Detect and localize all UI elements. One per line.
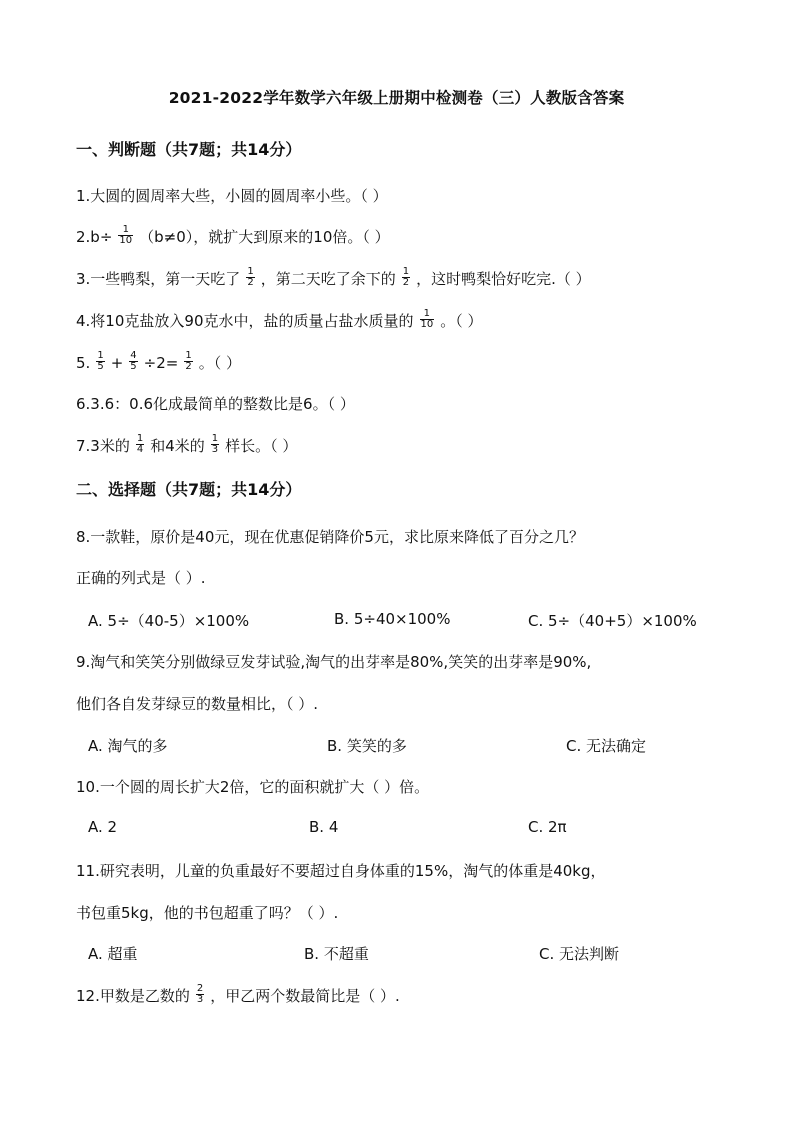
denominator: 5 [97, 361, 104, 372]
numerator: 1 [97, 350, 104, 361]
question-3-text-b: ，第二天吃了余下的 [260, 270, 396, 288]
question-4-text-b: 。（ ） [440, 312, 483, 330]
question-2-text-b: （b≠0），就扩大到原来的10倍。（ ） [139, 228, 390, 246]
fraction [246, 267, 254, 288]
question-6: 6.3.6：0.6化成最简单的整数比是6。（ ） [76, 395, 355, 413]
question-7-text-a: 7.3米的 [76, 437, 130, 455]
denominator: 3 [211, 444, 219, 455]
question-8-option-b: B. 5÷40×100% [334, 610, 451, 628]
denominator: 3 [196, 994, 204, 1005]
numerator: 1 [420, 309, 435, 320]
question-7-text-c: 样长。（ ） [225, 437, 298, 455]
question-8-line-2: 正确的列式是（ ）. [76, 569, 206, 587]
numerator: 4 [130, 350, 137, 361]
denominator: 10 [420, 319, 434, 330]
question-2-text-a: 2.b÷ [76, 228, 113, 246]
numerator: 1 [211, 433, 219, 444]
page-title: 2021-2022学年数学六年级上册期中检测卷（三）人教版含答案 [168, 89, 625, 107]
fraction [129, 351, 137, 372]
question-5-text-a: 5. [76, 354, 91, 372]
fraction [96, 351, 104, 372]
question-5-text-b: + [110, 354, 124, 372]
question-5 [76, 352, 241, 374]
question-3 [76, 268, 591, 290]
question-7-text-b: 和4米的 [150, 437, 205, 455]
question-4-text-a: 4.将10克盐放入90克水中，盐的质量占盐水质量的 [76, 312, 414, 330]
question-5-text-d: 。（ ） [198, 354, 241, 372]
section-heading-multiple-choice: 二、选择题（共7题；共14分） [76, 480, 302, 499]
numerator: 2 [196, 983, 204, 994]
question-9-option-a: A. 淘气的多 [88, 737, 168, 755]
question-11-option-c: C. 无法判断 [539, 945, 620, 963]
question-4 [76, 310, 483, 332]
question-12 [76, 985, 400, 1007]
question-11-line-2: 书包重5kg，他的书包超重了吗？（ ）. [76, 904, 339, 922]
question-9-option-c: C. 无法确定 [566, 737, 647, 755]
question-2 [76, 226, 390, 248]
question-12-text-b: ，甲乙两个数最简比是（ ）. [210, 987, 400, 1005]
question-7 [76, 435, 297, 457]
question-11-option-a: A. 超重 [88, 945, 138, 963]
denominator: 2 [247, 277, 254, 288]
numerator: 1 [136, 433, 144, 444]
question-10-option-b: B. 4 [309, 818, 339, 836]
question-8-option-c: C. 5÷（40+5）×100% [528, 612, 697, 630]
fraction [402, 267, 410, 288]
question-11-line-1: 11.研究表明，儿童的负重最好不要超过自身体重的15%，淘气的体重是40kg， [76, 862, 606, 880]
denominator: 4 [136, 444, 144, 455]
question-1: 1.大圆的圆周率大些，小圆的圆周率小些。（ ） [76, 187, 388, 205]
question-11-option-b: B. 不超重 [304, 945, 369, 963]
question-3-text-a: 3.一些鸭梨，第一天吃了 [76, 270, 241, 288]
question-9-line-2: 他们各自发芽绿豆的数量相比，（ ）. [76, 695, 319, 713]
fraction [196, 984, 204, 1005]
denominator: 2 [402, 277, 410, 288]
question-9-line-1: 9.淘气和笑笑分别做绿豆发芽试验,淘气的出芽率是80%,笑笑的出芽率是90%, [76, 653, 592, 671]
numerator: 1 [402, 266, 410, 277]
numerator: 1 [247, 266, 254, 277]
question-8-line-1: 8.一款鞋，原价是40元，现在优惠促销降价5元，求比原来降低了百分之几？ [76, 528, 584, 546]
section-heading-true-false: 一、判断题（共7题；共14分） [76, 140, 302, 159]
question-10-option-a: A. 2 [88, 818, 118, 836]
question-8-option-a: A. 5÷（40-5）×100% [88, 612, 250, 630]
question-9-option-b: B. 笑笑的多 [327, 737, 407, 755]
numerator: 1 [185, 350, 192, 361]
question-3-text-c: ，这时鸭梨恰好吃完.（ ） [416, 270, 591, 288]
fraction [136, 434, 144, 455]
fraction [184, 351, 192, 372]
question-10-option-c: C. 2π [528, 818, 567, 836]
question-12-text-a: 12.甲数是乙数的 [76, 987, 190, 1005]
numerator: 1 [118, 225, 133, 236]
fraction [420, 309, 435, 330]
denominator: 5 [130, 361, 137, 372]
question-10-line-1: 10.一个圆的周长扩大2倍，它的面积就扩大（ ）倍。 [76, 778, 430, 796]
denominator: 10 [119, 235, 133, 246]
question-5-text-c: ÷2= [143, 354, 179, 372]
denominator: 2 [185, 361, 192, 372]
fraction [211, 434, 219, 455]
fraction [118, 225, 133, 246]
